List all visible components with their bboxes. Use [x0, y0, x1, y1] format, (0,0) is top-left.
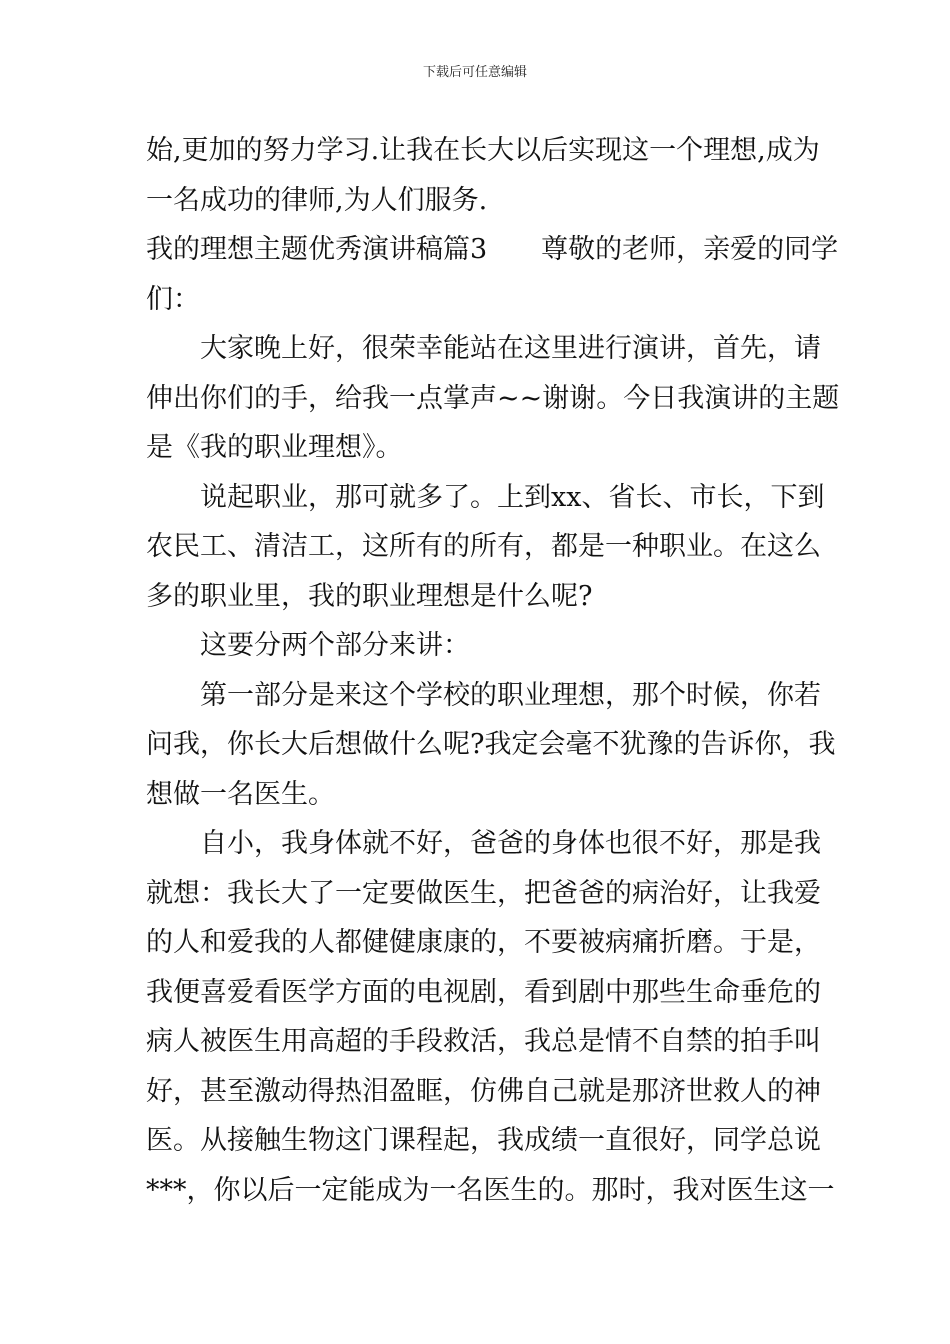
text-line: 始,更加的努力学习.让我在长大以后实现这一个理想,成为 [146, 135, 820, 166]
text-line: 一名成功的律师,为人们服务. [146, 184, 488, 216]
text-line: 农民工、清洁工，这所有的所有，都是一种职业。在这么 [146, 531, 821, 562]
section-heading-line: 我的理想主题优秀演讲稿篇3 尊敬的老师，亲爱的同学 [146, 234, 839, 265]
text-line: 就想：我长大了一定要做医生，把爸爸的病治好，让我爱 [146, 877, 821, 909]
text-line: 伸出你们的手，给我一点掌声~~谢谢。今日我演讲的主题 [146, 382, 840, 414]
text-line: 多的职业里，我的职业理想是什么呢? [146, 580, 593, 612]
text-line: 们： [146, 283, 200, 315]
text-line: 医。从接触生物这门课程起，我成绩一直很好，同学总说 [146, 1125, 821, 1156]
paragraph-start-line: 大家晚上好，很荣幸能站在这里进行演讲，首先，请 [200, 333, 821, 364]
paragraph-start-line: 说起职业，那可就多了。上到xx、省长、市长，下到 [200, 481, 825, 513]
text-line: 好，甚至激动得热泪盈眶，仿佛自己就是那济世救人的神 [146, 1075, 821, 1107]
text-line: 问我，你长大后想做什么呢?我定会毫不犹豫的告诉你，我 [146, 729, 836, 760]
paragraph-start-line: 自小，我身体就不好，爸爸的身体也很不好，那是我 [200, 828, 821, 859]
text-line: 是《我的职业理想》。 [146, 432, 403, 463]
page-header: 下载后可任意编辑 [422, 65, 527, 80]
document-body [146, 126, 840, 1215]
text-line: 想做一名医生。 [146, 778, 335, 810]
text-line: 病人被医生用高超的手段救活，我总是情不自禁的拍手叫 [146, 1026, 821, 1057]
text-line: 我便喜爱看医学方面的电视剧，看到剧中那些生命垂危的 [146, 976, 821, 1008]
paragraph-start-line: 第一部分是来这个学校的职业理想，那个时候，你若 [200, 679, 821, 711]
paragraph-start-line: 这要分两个部分来讲： [200, 630, 470, 661]
text-line: ***，你以后一定能成为一名医生的。那时，我对医生这一 [146, 1174, 835, 1206]
text-line: 的人和爱我的人都健健康康的，不要被病痛折磨。于是， [146, 927, 821, 958]
